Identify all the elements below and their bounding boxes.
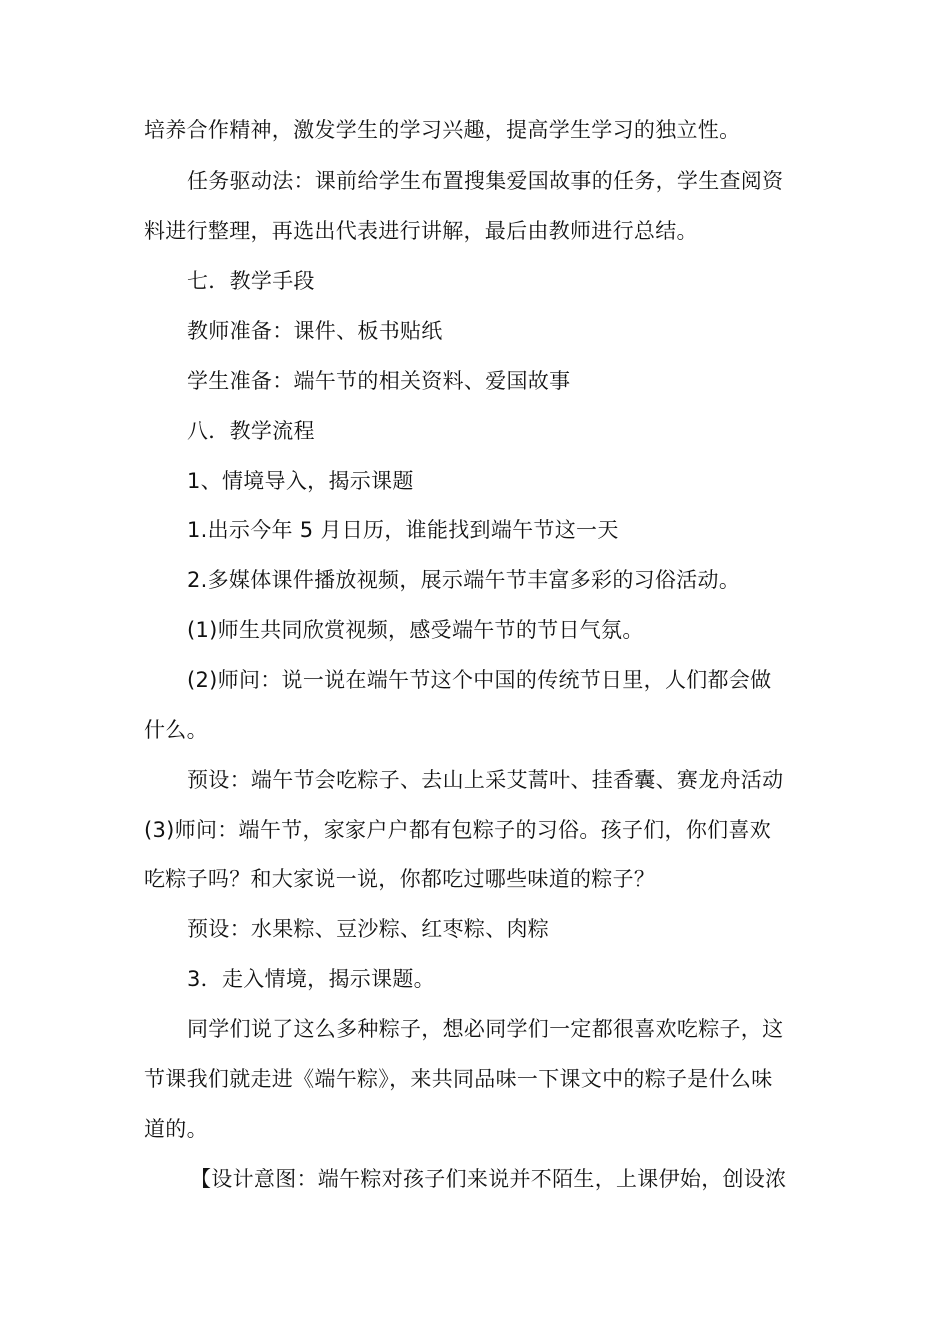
text-line: 节课我们就走进《端午粽》，来共同品味一下课文中的粽子是什么味: [144, 1067, 773, 1091]
text-line: 学生准备：端午节的相关资料、爱国故事: [187, 369, 571, 393]
text-line: 3．走入情境，揭示课题。: [187, 967, 435, 991]
section-heading: 八．教学流程: [187, 419, 315, 443]
section-heading: 七．教学手段: [187, 269, 315, 293]
text-line: 任务驱动法：课前给学生布置搜集爱国故事的任务，学生查阅资: [187, 169, 784, 193]
text-line: (2)师问：说一说在端午节这个中国的传统节日里，人们都会做: [187, 668, 772, 692]
text-line: 什么。: [144, 718, 208, 742]
text-line: 教师准备：课件、板书贴纸: [187, 319, 443, 343]
text-line: 培养合作精神，激发学生的学习兴趣，提高学生学习的独立性。: [144, 118, 741, 142]
text-line: (1)师生共同欣赏视频，感受端午节的节日气氛。: [187, 618, 644, 642]
text-line: 1、情境导入，揭示课题: [187, 469, 414, 493]
text-line: 料进行整理，再选出代表进行讲解，最后由教师进行总结。: [144, 219, 698, 243]
text-line: 预设：水果粽、豆沙粽、红枣粽、肉粽: [187, 917, 550, 941]
text-line: 2.多媒体课件播放视频，展示端午节丰富多彩的习俗活动。: [187, 568, 741, 592]
text-line: 吃粽子吗？和大家说一说，你都吃过哪些味道的粽子？: [144, 867, 656, 891]
text-line: 同学们说了这么多种粽子，想必同学们一定都很喜欢吃粽子，这: [187, 1017, 784, 1041]
text-line: (3)师问：端午节，家家户户都有包粽子的习俗。孩子们，你们喜欢: [144, 818, 772, 842]
text-line: 道的。: [144, 1117, 208, 1141]
text-line: 1.出示今年 5 月日历，谁能找到端午节这一天: [187, 518, 619, 542]
text-line: 预设：端午节会吃粽子、去山上采艾蒿叶、挂香囊、赛龙舟活动: [187, 768, 784, 792]
text-line: 【设计意图：端午粽对孩子们来说并不陌生，上课伊始，创设浓: [190, 1167, 787, 1191]
